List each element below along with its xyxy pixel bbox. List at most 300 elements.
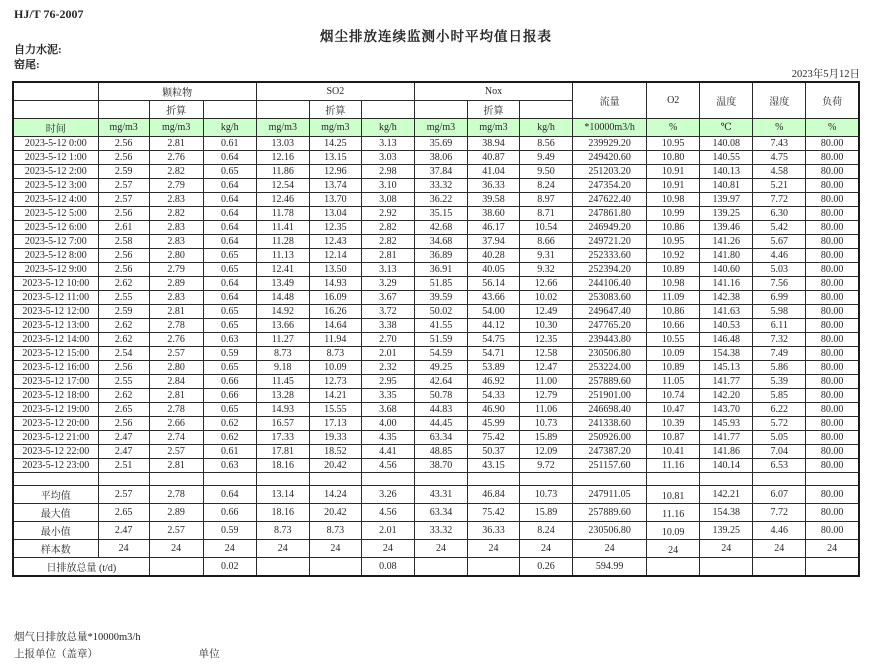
- summary-value-cell: 2.65: [98, 504, 149, 522]
- time-cell: 2023-5-12 23:00: [13, 459, 98, 473]
- value-cell: 0.61: [203, 445, 256, 459]
- summary-value-cell: 7.72: [753, 504, 806, 522]
- value-cell: 37.94: [467, 235, 519, 249]
- value-cell: 10.95: [647, 137, 700, 151]
- value-cell: 4.00: [361, 417, 414, 431]
- value-cell: 80.00: [806, 179, 859, 193]
- value-cell: 9.32: [520, 263, 573, 277]
- value-cell: 12.49: [520, 305, 573, 319]
- value-cell: 12.46: [256, 193, 309, 207]
- value-cell: 6.99: [753, 291, 806, 305]
- value-cell: 12.96: [309, 165, 361, 179]
- value-cell: 2.76: [149, 333, 203, 347]
- header-o2: O2: [647, 82, 700, 119]
- value-cell: 51.85: [414, 277, 467, 291]
- value-cell: 2.62: [98, 319, 149, 333]
- value-cell: 141.63: [700, 305, 753, 319]
- value-cell: 2.59: [98, 165, 149, 179]
- unit-cell: %: [806, 119, 859, 137]
- value-cell: 247387.20: [573, 445, 647, 459]
- header-group-row: [13, 82, 859, 101]
- summary-value-cell: 24: [98, 540, 149, 558]
- value-cell: 0.62: [203, 417, 256, 431]
- value-cell: 247861.80: [573, 207, 647, 221]
- value-cell: 2.74: [149, 431, 203, 445]
- value-cell: 2.79: [149, 263, 203, 277]
- value-cell: 54.00: [467, 305, 519, 319]
- summary-row: [13, 540, 859, 558]
- summary-row: [13, 522, 859, 540]
- value-cell: 10.74: [647, 389, 700, 403]
- summary-value-cell: 230506.80: [573, 522, 647, 540]
- header-converted-nox: 折算: [467, 101, 519, 119]
- header-particulate: 颗粒物: [98, 82, 256, 101]
- reporting-unit-label: 上报单位（盖章）: [14, 649, 98, 660]
- table-row: [13, 459, 859, 473]
- monitoring-point: 窑尾:: [14, 59, 40, 71]
- value-cell: 13.28: [256, 389, 309, 403]
- summary-value-cell: 0.08: [361, 558, 414, 577]
- value-cell: 80.00: [806, 263, 859, 277]
- time-cell: 2023-5-12 12:00: [13, 305, 98, 319]
- header-so2: SO2: [256, 82, 414, 101]
- table-row: [13, 235, 859, 249]
- summary-value-cell: 8.73: [309, 522, 361, 540]
- time-cell: 2023-5-12 18:00: [13, 389, 98, 403]
- value-cell: 139.46: [700, 221, 753, 235]
- value-cell: 0.64: [203, 207, 256, 221]
- summary-value-cell: 24: [573, 540, 647, 558]
- value-cell: 2.55: [98, 291, 149, 305]
- summary-value-cell: 24: [256, 540, 309, 558]
- value-cell: 42.64: [414, 375, 467, 389]
- value-cell: 17.13: [309, 417, 361, 431]
- time-cell: 2023-5-12 9:00: [13, 263, 98, 277]
- value-cell: 7.04: [753, 445, 806, 459]
- value-cell: 11.16: [647, 459, 700, 473]
- value-cell: 54.33: [467, 389, 519, 403]
- value-cell: 2.56: [98, 249, 149, 263]
- header-blank-cell: [256, 101, 309, 119]
- blank-cell: [203, 473, 256, 486]
- value-cell: 51.59: [414, 333, 467, 347]
- table-row: [13, 333, 859, 347]
- summary-value-cell: 13.14: [256, 486, 309, 504]
- header-load: 负荷: [806, 82, 859, 119]
- summary-label-cell: 平均值: [13, 486, 98, 504]
- value-cell: 38.60: [467, 207, 519, 221]
- summary-value-cell: [806, 558, 859, 577]
- summary-value-cell: 2.57: [149, 522, 203, 540]
- summary-label-cell: 日排放总量 (t/d): [13, 558, 149, 577]
- value-cell: 0.66: [203, 375, 256, 389]
- blank-cell: [806, 473, 859, 486]
- value-cell: 11.05: [647, 375, 700, 389]
- value-cell: 2.59: [98, 305, 149, 319]
- value-cell: 2.57: [98, 193, 149, 207]
- value-cell: 13.04: [309, 207, 361, 221]
- value-cell: 2.58: [98, 235, 149, 249]
- table-row: [13, 347, 859, 361]
- unit-cell: mg/m3: [256, 119, 309, 137]
- value-cell: 253083.60: [573, 291, 647, 305]
- value-cell: 2.32: [361, 361, 414, 375]
- value-cell: 11.94: [309, 333, 361, 347]
- value-cell: 11.00: [520, 375, 573, 389]
- value-cell: 4.56: [361, 459, 414, 473]
- value-cell: 2.81: [361, 249, 414, 263]
- value-cell: 14.21: [309, 389, 361, 403]
- value-cell: 16.57: [256, 417, 309, 431]
- value-cell: 141.26: [700, 235, 753, 249]
- table-row: [13, 445, 859, 459]
- value-cell: 80.00: [806, 235, 859, 249]
- value-cell: 140.14: [700, 459, 753, 473]
- value-cell: 10.41: [647, 445, 700, 459]
- value-cell: 14.48: [256, 291, 309, 305]
- value-cell: 10.92: [647, 249, 700, 263]
- value-cell: 10.80: [647, 151, 700, 165]
- value-cell: 2.70: [361, 333, 414, 347]
- value-cell: 10.91: [647, 179, 700, 193]
- value-cell: 0.63: [203, 459, 256, 473]
- hourly-data-rows: [13, 137, 859, 473]
- value-cell: 12.54: [256, 179, 309, 193]
- unit-cell: ℃: [700, 119, 753, 137]
- value-cell: 7.56: [753, 277, 806, 291]
- value-cell: 10.47: [647, 403, 700, 417]
- value-cell: 9.49: [520, 151, 573, 165]
- value-cell: 44.45: [414, 417, 467, 431]
- value-cell: 38.70: [414, 459, 467, 473]
- value-cell: 2.57: [149, 347, 203, 361]
- table-row: [13, 277, 859, 291]
- summary-value-cell: 142.21: [700, 486, 753, 504]
- time-cell: 2023-5-12 5:00: [13, 207, 98, 221]
- value-cell: 11.09: [647, 291, 700, 305]
- value-cell: 80.00: [806, 207, 859, 221]
- time-cell: 2023-5-12 14:00: [13, 333, 98, 347]
- blank-cell: [361, 473, 414, 486]
- value-cell: 15.89: [520, 431, 573, 445]
- unit-cell: kg/h: [520, 119, 573, 137]
- table-row: [13, 165, 859, 179]
- value-cell: 12.41: [256, 263, 309, 277]
- value-cell: 11.28: [256, 235, 309, 249]
- value-cell: 2.82: [361, 221, 414, 235]
- value-cell: 140.13: [700, 165, 753, 179]
- value-cell: 3.10: [361, 179, 414, 193]
- summary-value-cell: 3.26: [361, 486, 414, 504]
- time-cell: 2023-5-12 20:00: [13, 417, 98, 431]
- summary-label-cell: 最大值: [13, 504, 98, 522]
- value-cell: 36.91: [414, 263, 467, 277]
- value-cell: 14.64: [309, 319, 361, 333]
- value-cell: 6.11: [753, 319, 806, 333]
- table-row: [13, 431, 859, 445]
- value-cell: 2.80: [149, 249, 203, 263]
- table-header: [13, 82, 859, 137]
- value-cell: 0.64: [203, 277, 256, 291]
- summary-value-cell: [414, 558, 467, 577]
- value-cell: 10.02: [520, 291, 573, 305]
- time-cell: 2023-5-12 3:00: [13, 179, 98, 193]
- value-cell: 18.16: [256, 459, 309, 473]
- value-cell: 0.66: [203, 389, 256, 403]
- table-row: [13, 375, 859, 389]
- value-cell: 2.84: [149, 375, 203, 389]
- summary-value-cell: 24: [361, 540, 414, 558]
- summary-value-cell: 24: [203, 540, 256, 558]
- value-cell: 11.27: [256, 333, 309, 347]
- unit-cell: kg/h: [203, 119, 256, 137]
- time-cell: 2023-5-12 1:00: [13, 151, 98, 165]
- summary-value-cell: 0.64: [203, 486, 256, 504]
- value-cell: 80.00: [806, 291, 859, 305]
- value-cell: 63.34: [414, 431, 467, 445]
- value-cell: 2.92: [361, 207, 414, 221]
- value-cell: 5.86: [753, 361, 806, 375]
- value-cell: 2.83: [149, 291, 203, 305]
- summary-value-cell: 14.24: [309, 486, 361, 504]
- blank-cell: [414, 473, 467, 486]
- summary-value-cell: 2.01: [361, 522, 414, 540]
- value-cell: 9.72: [520, 459, 573, 473]
- value-cell: 2.56: [98, 263, 149, 277]
- value-cell: 8.24: [520, 179, 573, 193]
- value-cell: 2.89: [149, 277, 203, 291]
- value-cell: 8.71: [520, 207, 573, 221]
- value-cell: 154.38: [700, 347, 753, 361]
- value-cell: 10.89: [647, 361, 700, 375]
- summary-value-cell: 257889.60: [573, 504, 647, 522]
- summary-value-cell: 247911.05: [573, 486, 647, 504]
- summary-value-cell: 63.34: [414, 504, 467, 522]
- table-row: [13, 305, 859, 319]
- value-cell: 18.52: [309, 445, 361, 459]
- value-cell: 6.53: [753, 459, 806, 473]
- time-cell: 2023-5-12 2:00: [13, 165, 98, 179]
- table-row: [13, 137, 859, 151]
- value-cell: 141.16: [700, 277, 753, 291]
- value-cell: 142.38: [700, 291, 753, 305]
- summary-row: [13, 504, 859, 522]
- value-cell: 4.35: [361, 431, 414, 445]
- value-cell: 11.06: [520, 403, 573, 417]
- header-blank-cell: [13, 101, 98, 119]
- table-row: [13, 249, 859, 263]
- value-cell: 251203.20: [573, 165, 647, 179]
- value-cell: 3.13: [361, 263, 414, 277]
- summary-value-cell: 18.16: [256, 504, 309, 522]
- value-cell: 10.09: [647, 347, 700, 361]
- value-cell: 11.78: [256, 207, 309, 221]
- summary-value-cell: 15.89: [520, 504, 573, 522]
- total-flue-gas-note: 烟气日排放总量*10000m3/h: [14, 632, 141, 643]
- value-cell: 2.56: [98, 137, 149, 151]
- company-name: 自力水泥:: [14, 44, 62, 56]
- value-cell: 14.25: [309, 137, 361, 151]
- value-cell: 249420.60: [573, 151, 647, 165]
- value-cell: 2.82: [361, 235, 414, 249]
- value-cell: 140.55: [700, 151, 753, 165]
- value-cell: 142.20: [700, 389, 753, 403]
- value-cell: 2.83: [149, 193, 203, 207]
- value-cell: 246698.40: [573, 403, 647, 417]
- value-cell: 50.02: [414, 305, 467, 319]
- value-cell: 36.33: [467, 179, 519, 193]
- summary-value-cell: 8.24: [520, 522, 573, 540]
- summary-value-cell: 10.09: [647, 522, 700, 540]
- summary-value-cell: 24: [520, 540, 573, 558]
- value-cell: 80.00: [806, 137, 859, 151]
- value-cell: 0.65: [203, 319, 256, 333]
- value-cell: 12.73: [309, 375, 361, 389]
- value-cell: 11.45: [256, 375, 309, 389]
- summary-value-cell: [700, 558, 753, 577]
- table-row: [13, 403, 859, 417]
- summary-value-cell: 75.42: [467, 504, 519, 522]
- value-cell: 12.79: [520, 389, 573, 403]
- header-converted-pm: 折算: [149, 101, 203, 119]
- value-cell: 46.17: [467, 221, 519, 235]
- value-cell: 14.93: [256, 403, 309, 417]
- value-cell: 39.58: [467, 193, 519, 207]
- value-cell: 2.47: [98, 431, 149, 445]
- value-cell: 244106.40: [573, 277, 647, 291]
- summary-value-cell: 36.33: [467, 522, 519, 540]
- value-cell: 253224.00: [573, 361, 647, 375]
- value-cell: 3.72: [361, 305, 414, 319]
- value-cell: 247622.40: [573, 193, 647, 207]
- value-cell: 10.98: [647, 277, 700, 291]
- time-cell: 2023-5-12 22:00: [13, 445, 98, 459]
- value-cell: 80.00: [806, 417, 859, 431]
- time-cell: 2023-5-12 13:00: [13, 319, 98, 333]
- summary-rows: [13, 473, 859, 577]
- value-cell: 2.51: [98, 459, 149, 473]
- value-cell: 14.93: [309, 277, 361, 291]
- value-cell: 2.56: [98, 417, 149, 431]
- value-cell: 2.82: [149, 165, 203, 179]
- value-cell: 54.71: [467, 347, 519, 361]
- value-cell: 0.64: [203, 151, 256, 165]
- unit-cell: mg/m3: [149, 119, 203, 137]
- value-cell: 80.00: [806, 431, 859, 445]
- value-cell: 54.59: [414, 347, 467, 361]
- table-row: [13, 263, 859, 277]
- value-cell: 2.57: [98, 179, 149, 193]
- value-cell: 140.60: [700, 263, 753, 277]
- value-cell: 141.77: [700, 431, 753, 445]
- value-cell: 0.62: [203, 431, 256, 445]
- value-cell: 37.84: [414, 165, 467, 179]
- table-row: [13, 319, 859, 333]
- value-cell: 4.58: [753, 165, 806, 179]
- value-cell: 249647.40: [573, 305, 647, 319]
- value-cell: 146.48: [700, 333, 753, 347]
- value-cell: 2.65: [98, 403, 149, 417]
- report-table: [12, 81, 860, 577]
- value-cell: 35.69: [414, 137, 467, 151]
- header-units-row: [13, 119, 859, 137]
- value-cell: 140.81: [700, 179, 753, 193]
- value-cell: 3.08: [361, 193, 414, 207]
- value-cell: 2.56: [98, 151, 149, 165]
- summary-label-cell: 最小值: [13, 522, 98, 540]
- value-cell: 13.70: [309, 193, 361, 207]
- value-cell: 241338.60: [573, 417, 647, 431]
- value-cell: 8.66: [520, 235, 573, 249]
- summary-value-cell: 43.31: [414, 486, 467, 504]
- value-cell: 80.00: [806, 389, 859, 403]
- value-cell: 10.86: [647, 221, 700, 235]
- value-cell: 0.65: [203, 403, 256, 417]
- header-blank-cell: [520, 101, 573, 119]
- value-cell: 12.14: [309, 249, 361, 263]
- value-cell: 80.00: [806, 361, 859, 375]
- value-cell: 16.09: [309, 291, 361, 305]
- value-cell: 141.86: [700, 445, 753, 459]
- value-cell: 10.99: [647, 207, 700, 221]
- value-cell: 40.05: [467, 263, 519, 277]
- value-cell: 6.22: [753, 403, 806, 417]
- value-cell: 2.82: [149, 207, 203, 221]
- value-cell: 49.25: [414, 361, 467, 375]
- blank-cell: [13, 473, 98, 486]
- time-cell: 2023-5-12 4:00: [13, 193, 98, 207]
- value-cell: 38.94: [467, 137, 519, 151]
- summary-value-cell: [149, 558, 203, 577]
- summary-value-cell: 2.89: [149, 504, 203, 522]
- value-cell: 10.54: [520, 221, 573, 235]
- summary-value-cell: 20.42: [309, 504, 361, 522]
- value-cell: 38.06: [414, 151, 467, 165]
- value-cell: 80.00: [806, 221, 859, 235]
- value-cell: 40.28: [467, 249, 519, 263]
- value-cell: 2.95: [361, 375, 414, 389]
- summary-value-cell: [256, 558, 309, 577]
- value-cell: 39.59: [414, 291, 467, 305]
- signature-line: [14, 646, 220, 661]
- value-cell: 75.42: [467, 431, 519, 445]
- value-cell: 14.92: [256, 305, 309, 319]
- value-cell: 0.64: [203, 193, 256, 207]
- value-cell: 0.65: [203, 263, 256, 277]
- table-row: [13, 291, 859, 305]
- value-cell: 2.47: [98, 445, 149, 459]
- value-cell: 3.67: [361, 291, 414, 305]
- value-cell: 2.66: [149, 417, 203, 431]
- value-cell: 13.66: [256, 319, 309, 333]
- value-cell: 3.35: [361, 389, 414, 403]
- value-cell: 13.49: [256, 277, 309, 291]
- value-cell: 0.65: [203, 361, 256, 375]
- value-cell: 251901.00: [573, 389, 647, 403]
- value-cell: 11.13: [256, 249, 309, 263]
- summary-value-cell: 594.99: [573, 558, 647, 577]
- spacer-row: [13, 473, 859, 486]
- summary-value-cell: 8.73: [256, 522, 309, 540]
- time-cell: 2023-5-12 10:00: [13, 277, 98, 291]
- value-cell: 46.92: [467, 375, 519, 389]
- value-cell: 10.09: [309, 361, 361, 375]
- value-cell: 247354.20: [573, 179, 647, 193]
- value-cell: 239929.20: [573, 137, 647, 151]
- time-cell: 2023-5-12 6:00: [13, 221, 98, 235]
- summary-value-cell: 0.26: [520, 558, 573, 577]
- value-cell: 12.16: [256, 151, 309, 165]
